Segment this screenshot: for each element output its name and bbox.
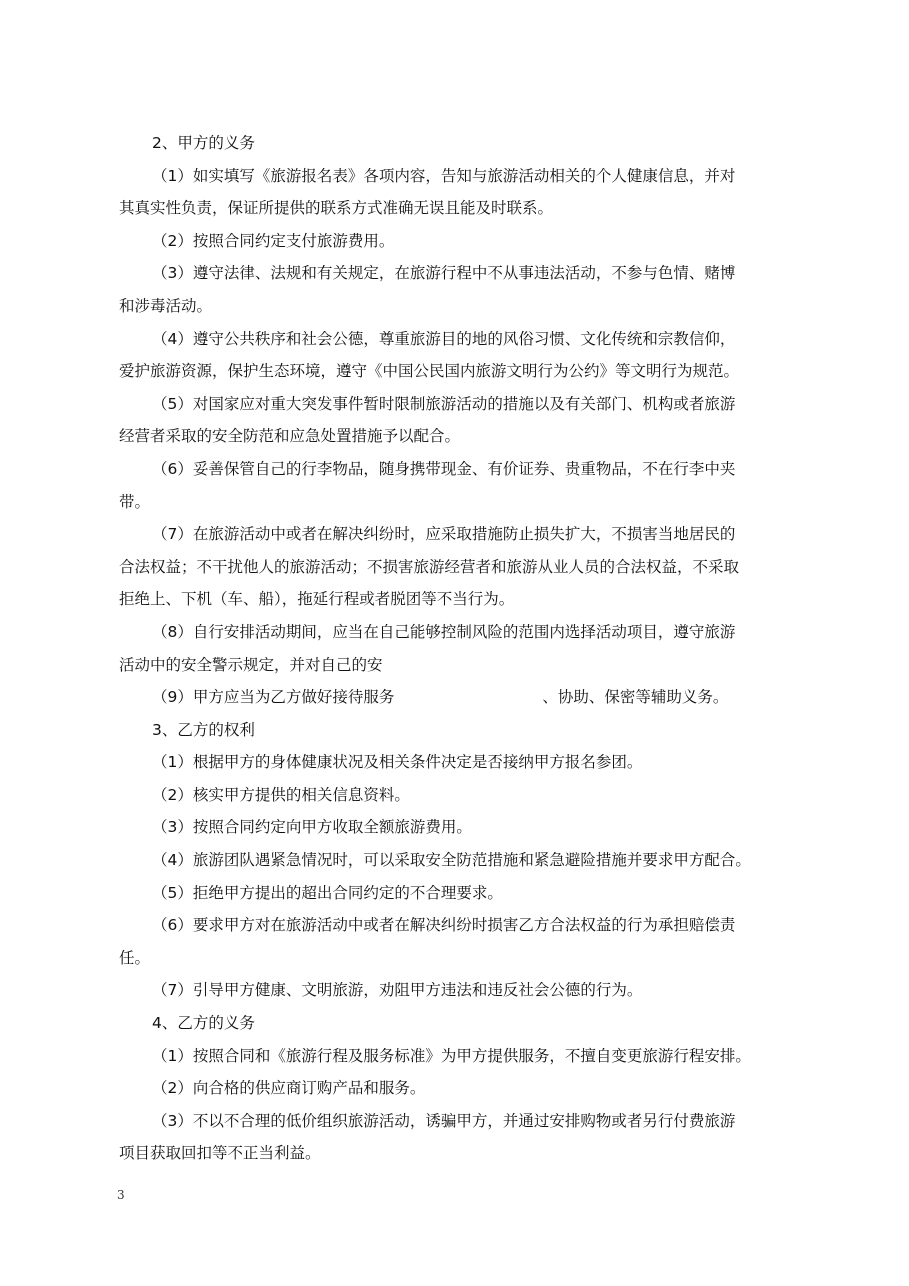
paragraph-line: （4）遵守公共秩序和社会公德，尊重旅游目的地的风俗习惯、文化传统和宗教信仰， — [152, 329, 736, 348]
paragraph-line: （1）根据甲方的身体健康状况及相关条件决定是否接纳甲方报名参团。 — [152, 753, 643, 772]
paragraph-line: （4）旅游团队遇紧急情况时，可以采取安全防范措施和紧急避险措施并要求甲方配合。 — [152, 851, 751, 870]
paragraph-line-split — [119, 681, 793, 714]
paragraph-line: 爱护旅游资源，保护生态环境，遵守《中国公民国内旅游文明行为公约》等文明行为规范。 — [119, 362, 740, 381]
section-heading: 3、乙方的权利 — [152, 720, 255, 739]
paragraph-line: （5）对国家应对重大突发事件暂时限制旅游活动的措施以及有关部门、机构或者旅游 — [152, 394, 736, 413]
section-heading: 2、甲方的义务 — [152, 134, 255, 152]
paragraph-line-part: （9）甲方应当为乙方做好接待服务 — [152, 688, 395, 707]
paragraph-line: （6）妥善保管自己的行李物品，随身携带现金、有价证券、贵重物品，不在行李中夹 — [152, 459, 736, 478]
page-number: 3 — [117, 1188, 125, 1202]
paragraph-line: 经营者采取的安全防范和应急处置措施予以配合。 — [119, 427, 461, 446]
paragraph-line: （7）在旅游活动中或者在解决纠纷时，应采取措施防止损失扩大，不损害当地居民的 — [152, 525, 736, 544]
paragraph-line: （3）遵守法律、法规和有关规定，在旅游行程中不从事违法活动，不参与色情、赌博 — [152, 264, 736, 283]
paragraph-line: 带。 — [119, 492, 151, 511]
paragraph-line-part: 、协助、保密等辅助义务。 — [542, 688, 729, 707]
paragraph-line: （3）不以不合理的低价组织旅游活动，诱骗甲方，并通过安排购物或者另行付费旅游 — [152, 1111, 736, 1130]
paragraph-line: （8）自行安排活动期间，应当在自己能够控制风险的范围内选择活动项目，遵守旅游 — [152, 622, 736, 641]
document-body — [119, 127, 793, 1170]
paragraph-line: （2）向合格的供应商订购产品和服务。 — [152, 1079, 426, 1098]
paragraph-line: 项目获取回扣等不正当利益。 — [119, 1144, 321, 1163]
paragraph-line: （2）按照合同约定支付旅游费用。 — [152, 231, 395, 250]
paragraph-line: 活动中的安全警示规定，并对自己的安 — [119, 655, 383, 674]
paragraph-line: 拒绝上、下机（车、船），拖延行程或者脱团等不当行为。 — [119, 590, 515, 609]
paragraph-line: 和涉毒活动。 — [119, 296, 213, 315]
paragraph-line: （6）要求甲方对在旅游活动中或者在解决纠纷时损害乙方合法权益的行为承担赔偿责 — [152, 916, 736, 935]
paragraph-line: 其真实性负责，保证所提供的联系方式准确无误且能及时联系。 — [119, 199, 554, 218]
paragraph-line: （5）拒绝甲方提出的超出合同约定的不合理要求。 — [152, 883, 503, 902]
paragraph-line: （2）核实甲方提供的相关信息资料。 — [152, 785, 410, 804]
paragraph-line: （3）按照合同约定向甲方收取全额旅游费用。 — [152, 818, 472, 837]
paragraph-line: （7）引导甲方健康、文明旅游，劝阻甲方违法和违反社会公德的行为。 — [152, 981, 643, 1000]
paragraph-line: 任。 — [119, 948, 151, 967]
paragraph-line: 合法权益；不干扰他人的旅游活动；不损害旅游经营者和旅游从业人员的合法权益，不采取 — [119, 557, 740, 576]
paragraph-line: （1）按照合同和《旅游行程及服务标准》为甲方提供服务，不擅自变更旅游行程安排。 — [152, 1046, 751, 1065]
paragraph-line: （1）如实填写《旅游报名表》各项内容，告知与旅游活动相关的个人健康信息，并对 — [152, 166, 736, 185]
section-heading: 4、乙方的义务 — [152, 1014, 255, 1033]
